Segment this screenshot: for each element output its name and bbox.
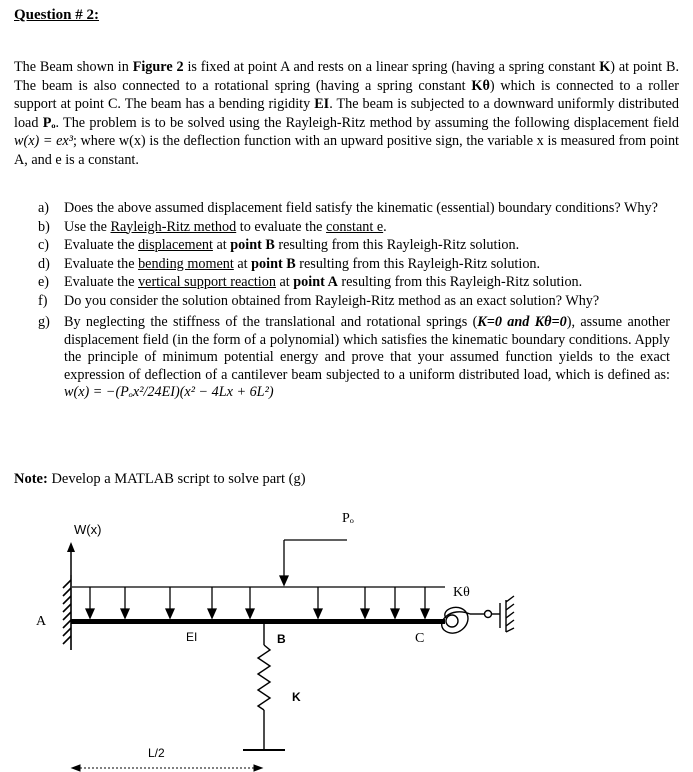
label-half-span: L/2 xyxy=(148,746,165,760)
label-c: C xyxy=(415,631,425,646)
question-a: a) Does the above assumed displacement field satisfy the kinematic (essential) boundary conditions? Why? xyxy=(38,200,658,216)
rotational-spring xyxy=(442,607,492,633)
beam xyxy=(71,619,445,624)
cantilever-formula: w(x) = −(Pₒx²/24EI)(x² − 4Lx + 6L²) xyxy=(64,384,274,400)
point-load-po xyxy=(280,540,347,585)
distributed-load xyxy=(72,587,445,618)
question-b: b) Use the Rayleigh-Ritz method to evaluate the constant e. xyxy=(38,218,387,235)
label-ktheta: Kθ xyxy=(453,585,470,600)
wx-axis xyxy=(67,542,75,575)
label-a: A xyxy=(36,614,47,629)
half-span-dimension xyxy=(72,765,262,771)
problem-statement: The Beam shown in Figure 2 is fixed at point A and rests on a linear spring (having a spring constant K) at point B. The beam is also connected to a rotational spring (having a spring constant Kθ) which is connected to a roller support at point C. The beam has a bending rigidity EI. The beam is subjected to a downward uniformly distributed load Pₒ. The problem is to be solved using the Rayleigh-Ritz method by assuming the following displacement field w(x) = ex³; where w(x) is the deflection function with an upward positive sign, the variable x is measured from point A, and e is a constant. xyxy=(14,59,680,168)
question-title: Question # 2: xyxy=(14,7,100,23)
roller-support xyxy=(491,596,514,632)
label-ei: EI xyxy=(186,630,198,644)
question-c: c) Evaluate the displacement at point B resulting from this Rayleigh-Ritz solution. xyxy=(38,237,520,253)
label-b: B xyxy=(277,632,286,646)
fixed-support xyxy=(63,575,71,650)
question-g: g) By neglecting the stiffness of the translational and rotational springs (K=0 and Kθ=0), assume another displacement field (in the form of a polynomial) which satisfies the kinematic boundary conditions. Apply the principle of minimum potential energy and prove that your assumed function yields to the exact expression of deflection of a cantilever beam subjected to a uniform distributed load, which is defined as: w(x) = −(Pₒx²/24EI)(x² − 4Lx + 6L²) xyxy=(38,314,670,400)
label-k: K xyxy=(292,690,301,704)
note: Note: Develop a MATLAB script to solve part (g) xyxy=(14,471,306,487)
question-d: d) Evaluate the bending moment at point B resulting from this Rayleigh-Ritz solution. xyxy=(38,255,541,272)
label-po: Pₒ xyxy=(342,511,354,526)
question-e: e) Evaluate the vertical support reaction at point A resulting from this Rayleigh-Ritz solution. xyxy=(38,274,583,290)
label-wx: W(x) xyxy=(74,522,102,537)
question-f: f) Do you consider the solution obtained from Rayleigh-Ritz method as an exact solution? Why? xyxy=(38,292,600,309)
